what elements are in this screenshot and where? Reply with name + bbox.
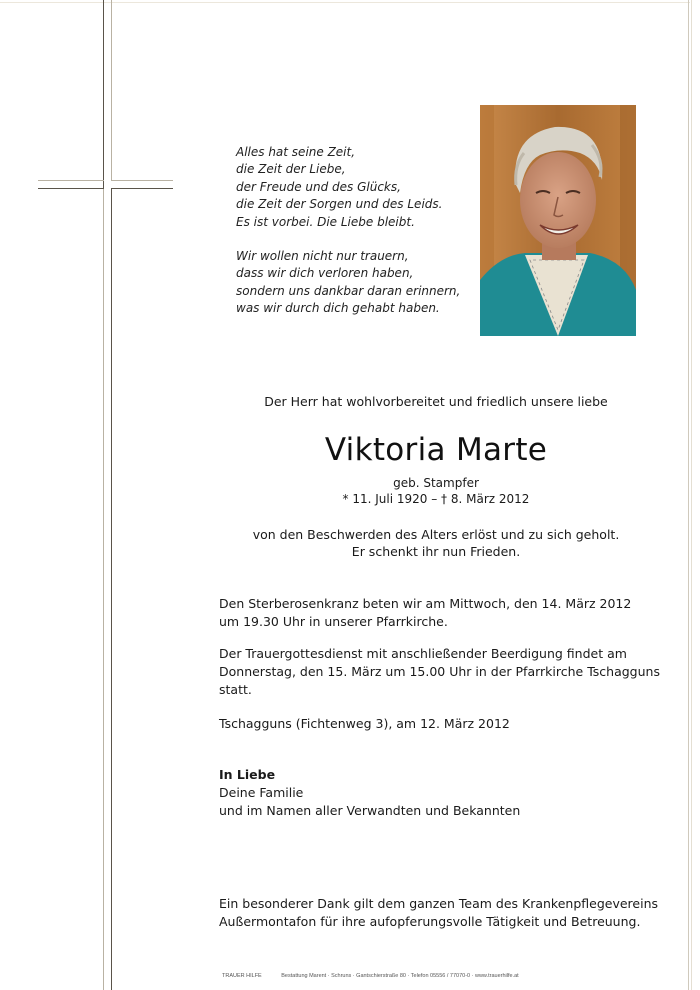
release-text [218, 526, 654, 560]
poem-stanza-1 [236, 144, 476, 231]
poem-line: Wir wollen nicht nur trauern, [236, 249, 409, 264]
release-line: Er schenkt ihr nun Frieden. [351, 544, 521, 559]
mass-line: Der Trauergottesdienst mit anschließender Beerdigung findet am [219, 646, 627, 661]
signoff-heading: In Liebe [219, 767, 276, 782]
rosary-line: um 19.30 Uhr in unserer Pfarrkirche. [219, 614, 448, 629]
release-line: von den Beschwerden des Alters erlöst und zu sich geholt. [252, 527, 620, 542]
rosary-info [219, 595, 679, 631]
thanks-line: Ein besonderer Dank gilt dem ganzen Team des Krankenpflegevereins [219, 896, 659, 911]
poem-line: die Zeit der Sorgen und des Leids. [236, 197, 443, 212]
life-dates: * 11. Juli 1920 – † 8. März 2012 [342, 492, 530, 506]
mass-line: Donnerstag, den 15. März um 15.00 Uhr in der Pfarrkirche Tschagguns statt. [219, 664, 660, 697]
thanks-note [219, 895, 679, 931]
place-and-date [219, 715, 679, 733]
rosary-line: Den Sterberosenkranz beten wir am Mittwoch, den 14. März 2012 [219, 596, 632, 611]
portrait-photo [480, 105, 636, 336]
place-date-line: Tschagguns (Fichtenweg 3), am 12. März 2012 [219, 716, 510, 731]
poem-line: dass wir dich verloren haben, [236, 266, 414, 281]
signoff [219, 766, 679, 820]
poem-stanza-2 [236, 248, 476, 318]
poem-line: die Zeit der Liebe, [236, 162, 346, 177]
footer-info: Bestattung Marent · Schruns · Gantschierstraße 80 · Telefon 05556 / 77070-0 · www.trauerhilfe.at [281, 973, 519, 979]
footer [222, 973, 642, 979]
signoff-line: und im Namen aller Verwandten und Bekannten [219, 803, 521, 818]
notice-intro: Der Herr hat wohlvorbereitet und friedlich unsere liebe [264, 394, 608, 409]
footer-brand: TRAUER HILFE [222, 973, 262, 979]
poem-line: sondern uns dankbar daran erinnern, [236, 283, 461, 298]
poem [236, 144, 476, 318]
poem-line: der Freude und des Glücks, [236, 179, 401, 194]
poem-line: Alles hat seine Zeit, [236, 145, 356, 159]
signoff-line: Deine Familie [219, 785, 304, 800]
paper-edge-right-shadow [691, 0, 692, 990]
deceased-name: Viktoria Marte [324, 432, 548, 468]
poem-line: was wir durch dich gehabt haben. [236, 301, 440, 316]
funeral-mass-info [219, 645, 679, 699]
paper-edge-right [688, 0, 689, 990]
poem-line: Es ist vorbei. Die Liebe bleibt. [236, 214, 415, 229]
thanks-line: Außermontafon für ihre aufopferungsvolle Tätigkeit und Betreuung. [219, 914, 641, 929]
birth-name: geb. Stampfer [393, 476, 479, 490]
